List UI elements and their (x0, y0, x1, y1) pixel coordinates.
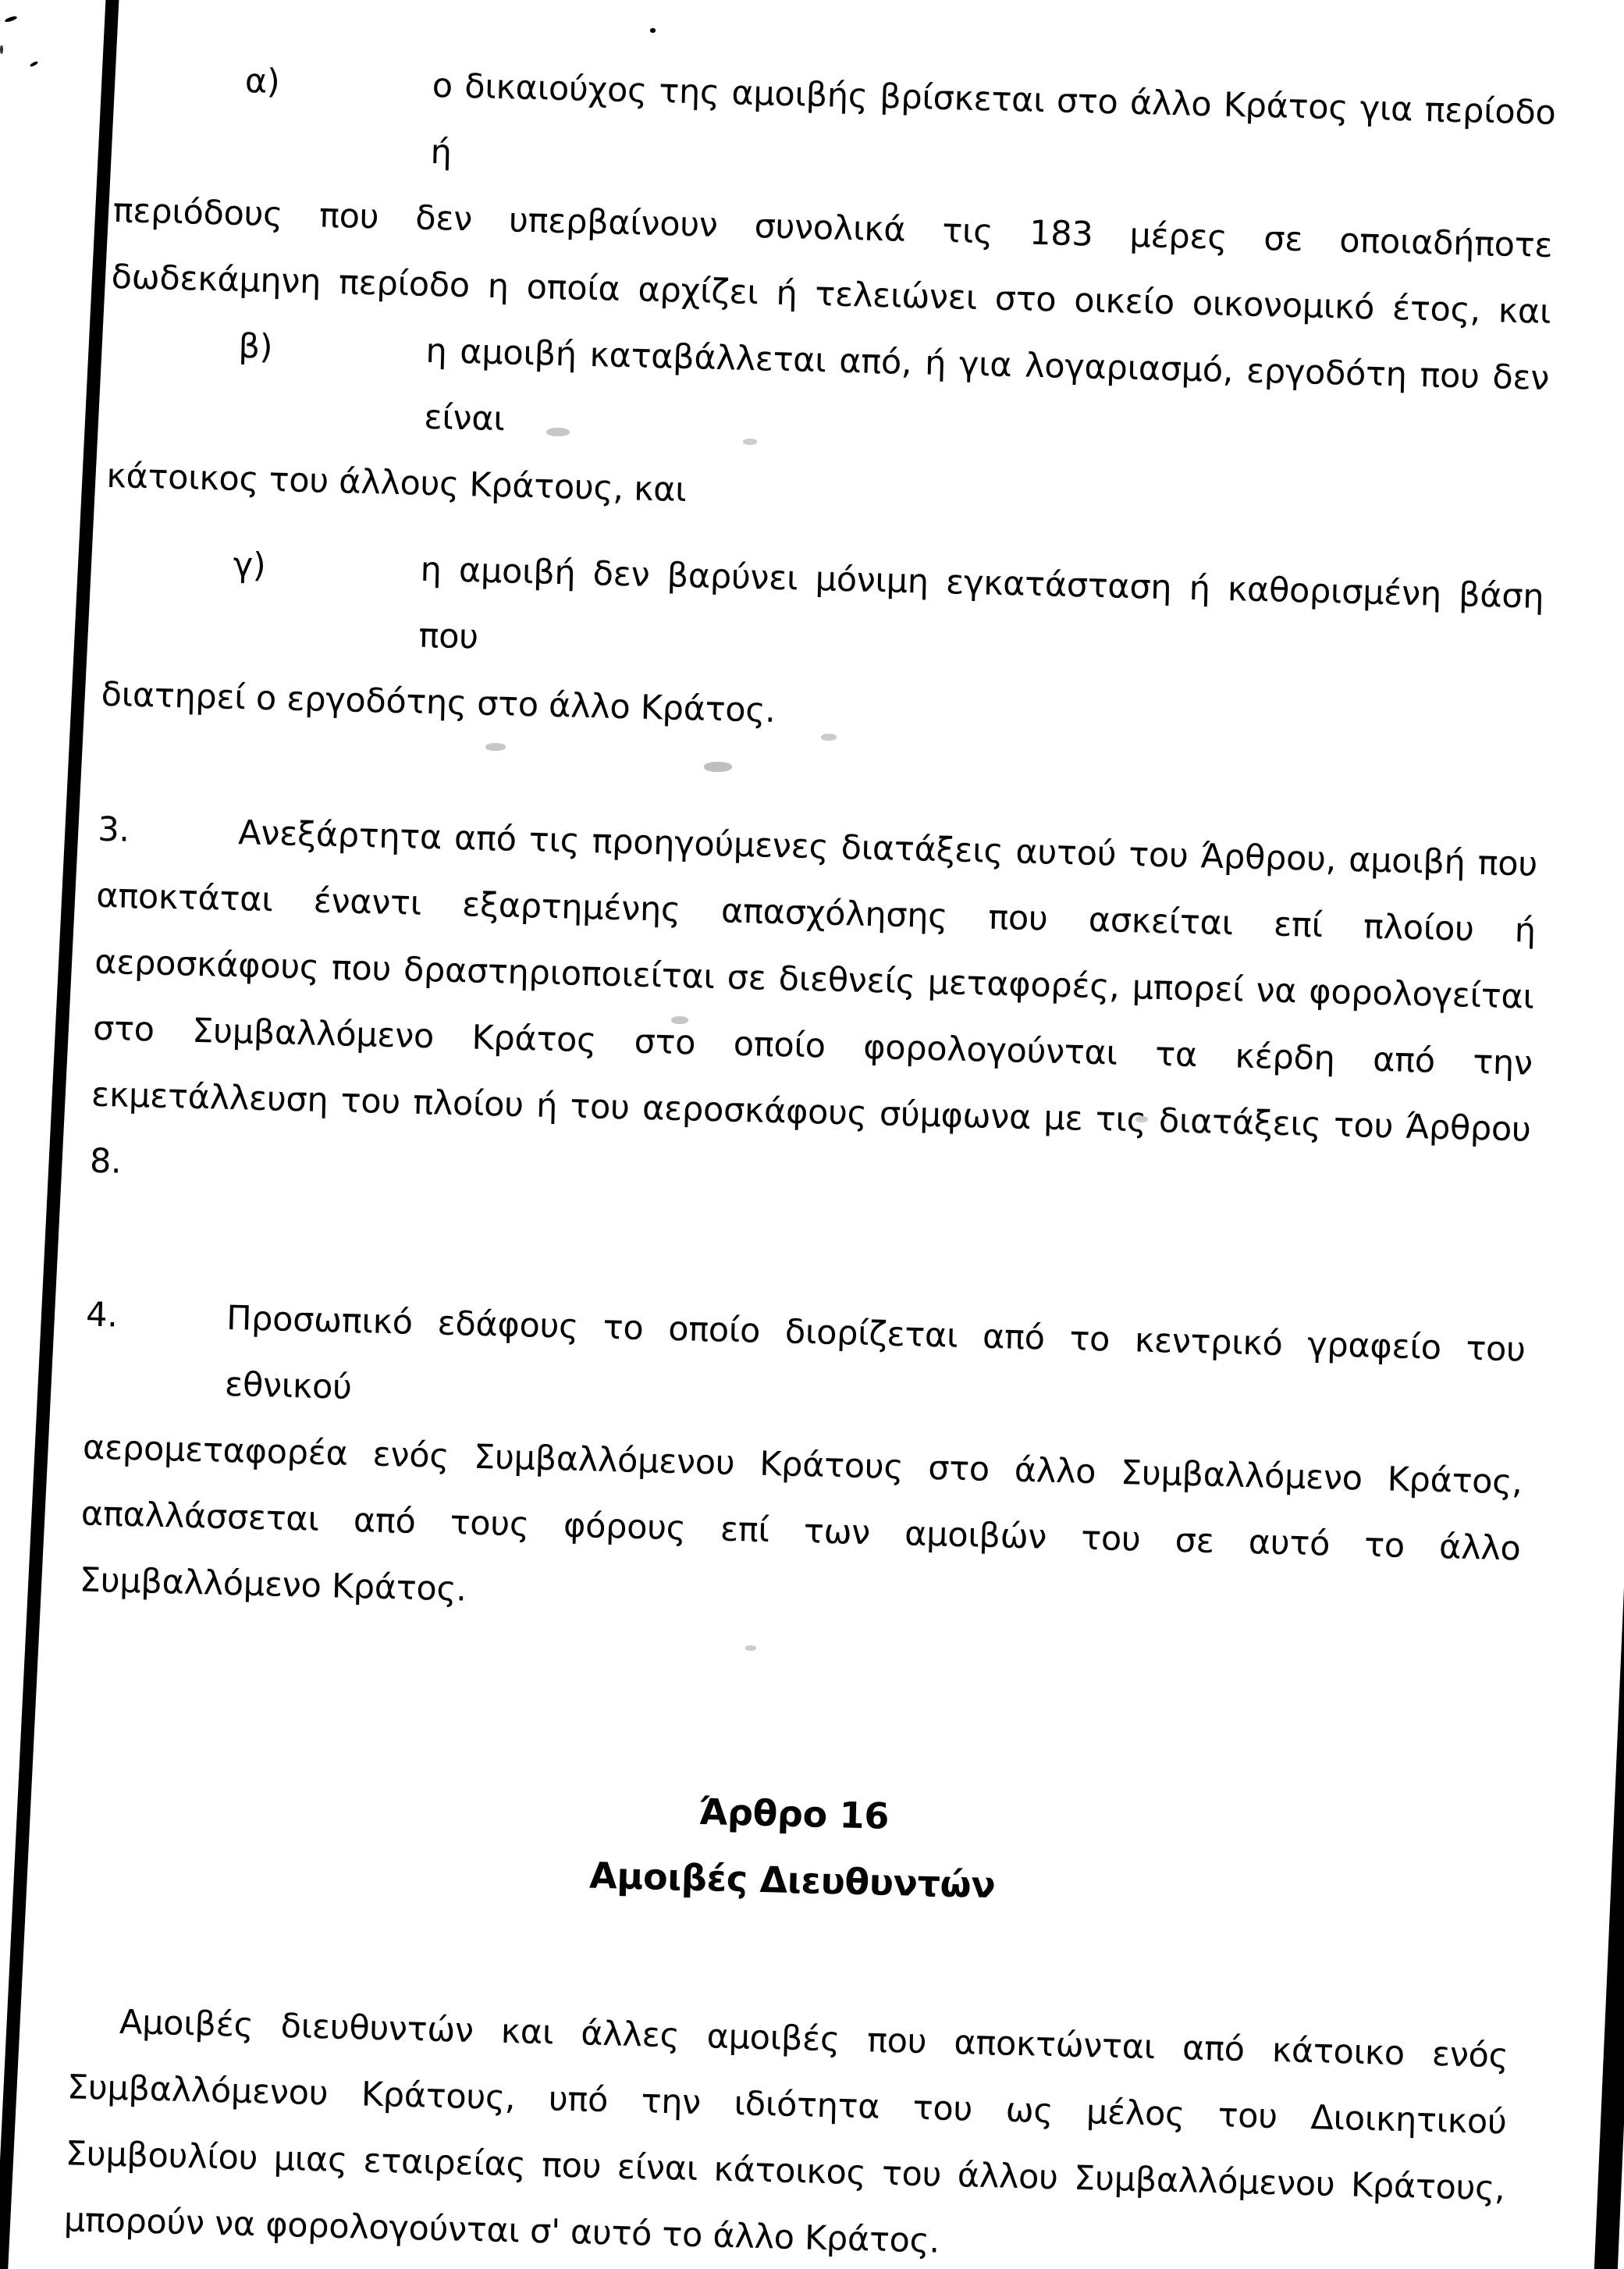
clause-c-label: γ) (233, 545, 267, 585)
scan-edge-bar-right (1593, 1444, 1624, 2269)
clause-c-text: η αμοιβή δεν βαρύνει μόνιμη εγκατάσταση ή καθορισμένη βάση που (418, 549, 1544, 657)
article-16-title: Άρθρο 16 (698, 1790, 890, 1837)
paragraph-4-text: Προσωπικό εδάφους το οποίο διορίζεται από το κεντρικό γραφείο του εθνικού (224, 1298, 1526, 1407)
paragraph-3-line-2: αποκτάται έναντι εξαρτημένης απασχόλησης που ασκείται επί πλοίου ή (95, 876, 1537, 951)
paragraph-3-number: 3. (97, 809, 130, 850)
article-16-paragraph-line-3: Συμβουλίου μιας εταιρείας που είναι κάτοικος του άλλου Συμβαλλόμενου Κράτους, (65, 2134, 1506, 2209)
paragraph-3-line-5: εκμετάλλευση του πλοίου ή του αεροσκάφους σύμφωνα με τις διατάξεις του Άρθρου (91, 1075, 1532, 1150)
article-16-paragraph-line-1: Αμοιβές διευθυντών και άλλες αμοιβές που αποκτώνται από κάτοικο ενός (119, 2002, 1509, 2076)
article-16-paragraph-line-4: μπορούν να φορολογούνται σ' αυτό το άλλο Κράτος. (63, 2200, 940, 2261)
clause-a-line-3: δωδεκάμηνη περίοδο η οποία αρχίζει ή τελειώνει στο οικείο οικονομικό έτος, και (111, 257, 1551, 332)
paragraph-3-line-4: στο Συμβαλλόμενο Κράτος στο οποίο φορολογούνται τα κέρδη από την (92, 1008, 1533, 1083)
clause-c-line-2: διατηρεί ο εργοδότης στο άλλο Κράτος. (101, 674, 776, 731)
clause-b-label: β) (238, 326, 273, 367)
clause-b-line-2: κάτοικος του άλλους Κράτους, και (105, 456, 688, 510)
paragraph-3-text: Ανεξάρτητα από τις προηγούμενες διατάξεις αυτού του Άρθρου, αμοιβή που (237, 813, 1538, 884)
clause-a-line-2: περιόδους που δεν υπερβαίνουν συνολικά τις 183 μέρες σε οποιαδήποτε (112, 190, 1553, 266)
noise-speck (5, 16, 18, 23)
paragraph-4-line-3: απαλλάσσεται από τους φόρους επί των αμοιβών του σε αυτό το άλλο (80, 1494, 1522, 1569)
noise-speck (650, 28, 656, 33)
document-body-text (63, 45, 1557, 2269)
clause-b-text: η αμοιβή καταβάλλεται από, ή για λογαριασμό, εργοδότη που δεν είναι (423, 331, 1550, 439)
paragraph-3-line-3: αεροσκάφους που δραστηριοποιείται σε διεθνείς μεταφορές, μπορεί να φορολογείται (94, 942, 1535, 1017)
paragraph-3-line-6: 8. (89, 1141, 123, 1182)
noise-speck (30, 61, 39, 68)
article-16-paragraph-line-2: Συμβαλλόμενου Κράτους, υπό την ιδιότητα του ως μέλος του Διοικητικού (66, 2068, 1508, 2143)
paragraph-4-line-2: αερομεταφορέα ενός Συμβαλλόμενου Κράτους στο άλλο Συμβαλλόμενο Κράτος, (82, 1428, 1523, 1503)
article-16-subtitle: Αμοιβές Διευθυντών (588, 1854, 997, 1907)
noise-speck (0, 45, 3, 54)
paragraph-4-line-4: Συμβαλλόμενο Κράτος. (79, 1560, 467, 1609)
clause-a-label: α) (244, 62, 281, 102)
paragraph-4-number: 4. (85, 1295, 119, 1335)
clause-a-text: ο δικαιούχος της αμοιβής βρίσκεται στο άλλο Κράτος για περίοδο ή (430, 66, 1557, 172)
